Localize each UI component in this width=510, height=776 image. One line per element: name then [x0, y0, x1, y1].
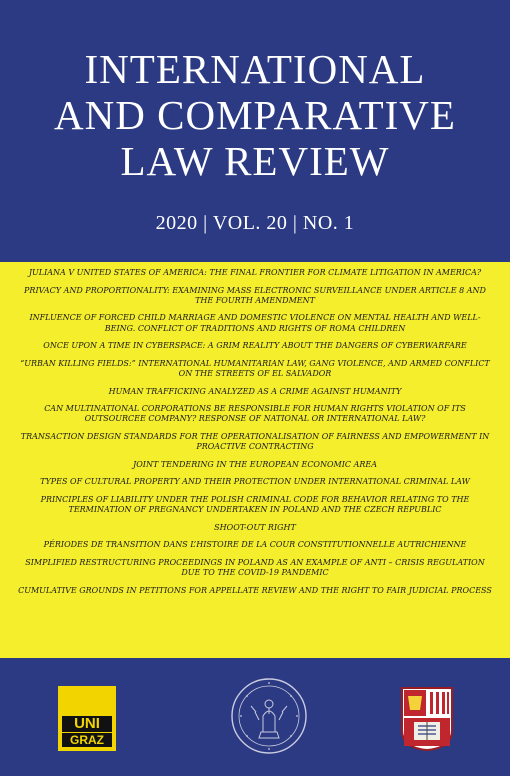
coat-of-arms-icon	[400, 686, 454, 752]
article-title: SIMPLIFIED RESTRUCTURING PROCEEDINGS IN POLAND AS AN EXAMPLE OF ANTI – CRISIS REGULATION DUE TO THE COVID-19 PANDEMIC	[25, 557, 485, 578]
article-title: JULIANA V UNITED STATES OF AMERICA: THE FINAL FRONTIER FOR CLIMATE LITIGATION IN AMERICA?	[28, 268, 482, 277]
article-title: PRIVACY AND PROPORTIONALITY: EXAMINING MASS ELECTRONIC SURVEILLANCE UNDER ARTICLE 8 AND THE FOURTH AMENDMENT	[24, 285, 486, 305]
issue-info: 2020 | VOL. 20 | NO. 1	[155, 212, 355, 234]
contents-band	[0, 262, 510, 658]
article-title: PRINCIPLES OF LIABILITY UNDER THE POLISH CRIMINAL CODE FOR BEHAVIOR RELATING TO THE TERMINATION OF PREGNANCY UNDERTAKEN IN POLAND AND THE CZECH REPUBLIC	[40, 494, 470, 515]
article-list	[0, 262, 510, 596]
uni-graz-logo-uni: UNI	[62, 716, 112, 732]
article-title: SHOOT-OUT RIGHT	[214, 522, 296, 532]
article-title: “URBAN KILLING FIELDS:” INTERNATIONAL HUMANITARIAN LAW, GANG VIOLENCE, AND ARMED CONFLICT ON THE STREETS OF EL SALVADOR	[20, 358, 490, 378]
article-title: HUMAN TRAFFICKING ANALYZED AS A CRIME AGAINST HUMANITY	[108, 386, 402, 396]
title-line-1: INTERNATIONAL	[84, 46, 426, 92]
article-title: TRANSACTION DESIGN STANDARDS FOR THE OPERATIONALISATION OF FAIRNESS AND EMPOWERMENT IN PROACTIVE CONTRACTING	[20, 431, 490, 452]
article-title: JOINT TENDERING IN THE EUROPEAN ECONOMIC AREA	[133, 459, 377, 469]
title-line-3: LAW REVIEW	[120, 138, 390, 184]
article-title: TYPES OF CULTURAL PROPERTY AND THEIR PROTECTION UNDER INTERNATIONAL CRIMINAL LAW	[40, 477, 470, 487]
title-line-2: AND COMPARATIVE	[54, 92, 456, 138]
article-title: ONCE UPON A TIME IN CYBERSPACE: A GRIM REALITY ABOUT THE DANGERS OF CYBERWARFARE	[43, 341, 467, 351]
article-title: CUMULATIVE GROUNDS IN PETITIONS FOR APPELLATE REVIEW AND THE RIGHT TO FAIR JUDICIAL PROCESS	[18, 585, 492, 595]
article-title: CAN MULTINATIONAL CORPORATIONS BE RESPONSIBLE FOR HUMAN RIGHTS VIOLATION OF ITS OUTSOURCEE COMPANY? RESPONSE OF NATIONAL OR INTERNATIONAL LAW?	[44, 404, 466, 424]
journal-title	[0, 46, 510, 184]
article-title: INFLUENCE OF FORCED CHILD MARRIAGE AND DOMESTIC VIOLENCE ON MENTAL HEALTH AND WELL-BEING. CONFLICT OF TRADITIONS AND RIGHTS OF ROMA CHILDREN	[29, 313, 481, 333]
publisher-logos	[0, 658, 510, 776]
university-seal-icon	[229, 676, 309, 756]
article-title: PÉRIODES DE TRANSITION DANS L’HISTOIRE DE LA COUR CONSTITUTIONNELLE AUTRICHIENNE	[43, 540, 467, 550]
uni-graz-logo-graz: GRAZ	[62, 733, 112, 747]
uni-graz-logo	[58, 686, 116, 751]
